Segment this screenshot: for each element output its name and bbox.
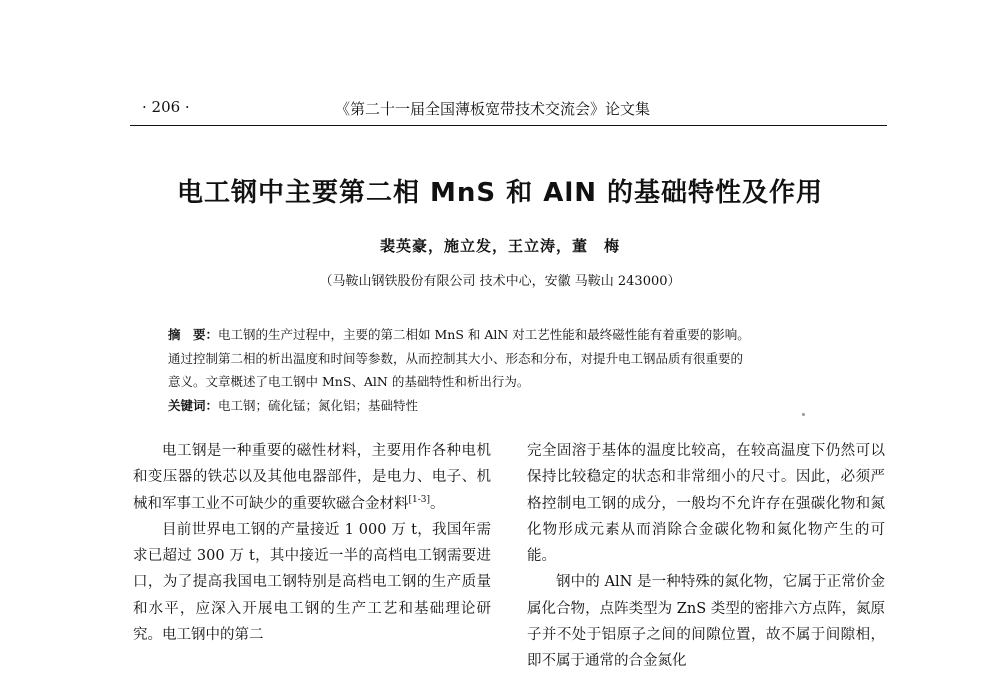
body-paragraph: 钢中的 AlN 是一种特殊的氮化物，它属于正常价金属化合物，点阵类型为 ZnS 类型的密排六方点阵，氮原子并不处于铝原子之间的间隙位置，故不属于间隙相，即不属于通常的合金氮化: [527, 574, 886, 670]
affiliation: （马鞍山钢铁股份有限公司 技术中心，安徽 马鞍山 243000）: [319, 274, 681, 289]
page-number: · 206 ·: [142, 98, 190, 116]
journal-title: 《第二十一届全国薄板宽带技术交流会》论文集: [335, 100, 651, 118]
keywords-label: 关键词：: [168, 397, 219, 413]
abstract: [168, 323, 858, 417]
scan-speck: [802, 413, 805, 416]
abstract-line: 摘 要：电工钢的生产过程中，主要的第二相如 MnS 和 AlN 对工艺性能和最终磁性能有着重要的影响。: [168, 327, 750, 342]
citation-ref: [1-3]: [408, 494, 431, 505]
paper-title: 电工钢中主要第二相 MnS 和 AlN 的基础特性及作用: [176, 178, 824, 208]
abstract-line: 意义。文章概述了电工钢中 MnS、AlN 的基础特性和析出行为。: [168, 374, 530, 389]
body-column-right: [527, 438, 885, 675]
keywords: 关键词：电工钢；硫化锰；氮化铝；基础特性: [168, 397, 419, 413]
header-rule: [130, 125, 887, 126]
authors: 裴英豪，施立发，王立涛，董 梅: [379, 237, 620, 255]
body-paragraph: 完全固溶于基体的温度比较高，在较高温度下仍然可以保持比较稳定的状态和非常细小的尺寸。因此，必须严格控制电工钢的成分，一般均不允许存在强碳化物和氮化物形成元素从而消除合金碳化物和氮化物产生的可能。: [527, 443, 886, 565]
body-paragraph: 电工钢是一种重要的磁性材料，主要用作各种电机和变压器的铁芯以及其他电器部件，是电力、电子、机械和军事工业不可缺少的重要软磁合金材料[1-3]。: [133, 443, 492, 512]
running-header: [130, 96, 887, 122]
body-column-left: [133, 438, 491, 648]
abstract-line: 通过控制第二相的析出温度和时间等参数，从而控制其大小、形态和分布，对提升电工钢品质有很重要的: [168, 350, 744, 366]
abstract-label: 摘 要：: [168, 327, 219, 342]
body-paragraph: 目前世界电工钢的产量接近 1 000 万 t，我国年需求已超过 300 万 t，其中接近一半的高档电工钢需要进口，为了提高我国电工钢特别是高档电工钢的生产质量和水平，应深入开展电工钢的生产工艺和基础理论研究。电工钢中的第二: [133, 521, 492, 644]
